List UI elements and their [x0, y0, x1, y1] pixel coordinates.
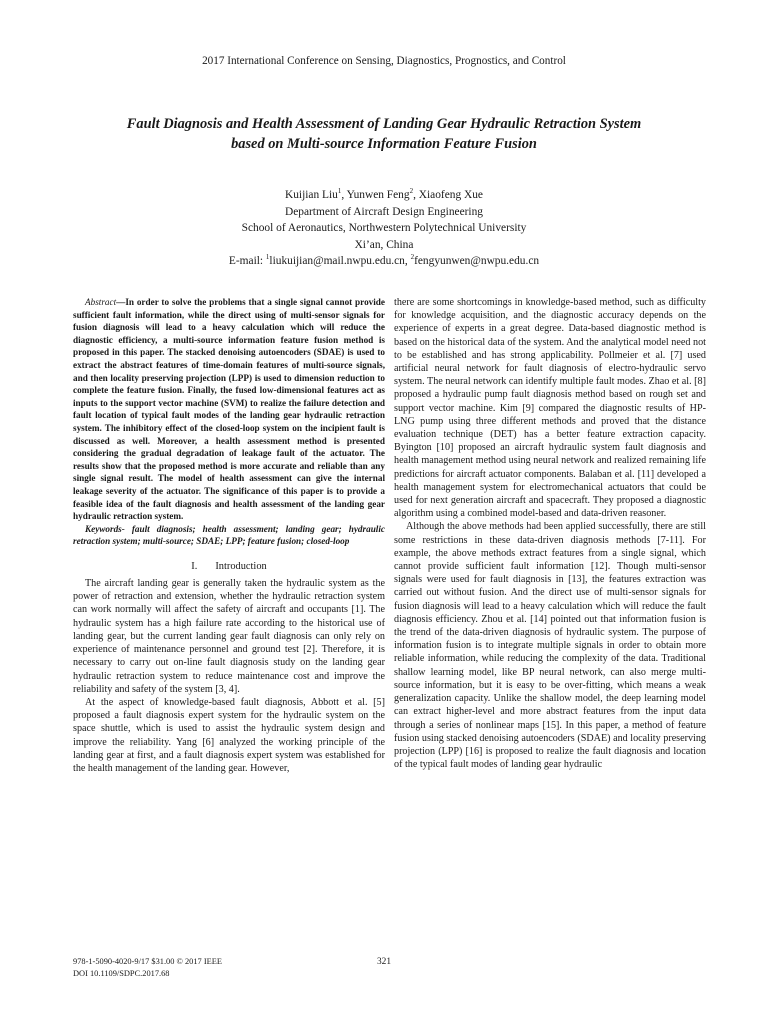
- email-prefix: E-mail:: [228, 255, 266, 267]
- affiliation-department: Department of Aircraft Design Engineering: [284, 205, 483, 218]
- abstract-text: In order to solve the problems that a single signal cannot provide sufficient fault information, while the direct using of multi-sensor signals for fusion diagnosis will lead to a heavy calculation which will reduce the diagnostic efficiency, a multi-source information feature fusion method is proposed in this paper. The stacked denoising autoencoders (SDAE) is used to extract the abstract features of time-domain features of multi-source signals, and then locality preserving projection (LPP) is used to dimension reduction to complete the feature fusion. Finally, the fused low-dimensional features act as inputs to the support vector machine (SVM) to realize the failure detection and fault location of typical fault modes of the landing gear hydraulic retraction system. The inhibitory effect of the closed-loop system on the incipient fault is discussed as well. Moreover, a health assessment method is presented considering the gradual degradation of leakage fault of the actuator. The results show that the proposed method is more accurate and reliable than any single signal result. The model of health assessment can give the internal leakage severity of the actuator. The significance of this paper is to provide a feasible idea of the fault diagnosis and health assessment of the landing gear hydraulic retraction system.: [73, 297, 385, 522]
- left-column: [73, 296, 385, 775]
- footer-doi: DOI 10.1109/SDPC.2017.68: [73, 969, 170, 978]
- author-name: Kuijian Liu: [284, 189, 338, 201]
- author-emails: [0, 253, 768, 270]
- author-separator: ,: [413, 189, 419, 201]
- keywords-paragraph: Keywords- fault diagnosis; health assessment; landing gear; hydraulic retraction system; multi-source; SDAE; LPP; feature fusion; closed-loop: [73, 523, 385, 547]
- paper-title-line2: based on Multi-source Information Feature Fusion: [231, 136, 537, 152]
- body-paragraph: there are some shortcomings in knowledge-based method, such as difficulty for knowledge acquisition, and the diagnostic accuracy depends on the experience of experts in a great degree. Data-based diagnostic method is based on the historical data of the system. And the analytical model need not to be established and has strong applicability. Pollmeier et al. [7] used artificial neural network for fault diagnosis of electro-hydraulic servo system. The neural network can identify multiple fault modes. Zhao et al. [8] proposed a hydraulic pump fault diagnosis method based on rough set and support vector machine. Kim [9] compared the diagnostic results of HP-LNG pump using three different methods and proved that the distance evaluation technique (DET) has a better feature extraction capacity. Byington [10] proposed an aircraft hydraulic system fault diagnosis and health management method using neural network and realized remaining life predictions for aircraft actuator components. Balaban et al. [11] developed a health management system for electromechanical actuators that could be used for next generation aircraft and spacecraft. They proposed a diagnostic algorithm using a combined model-based and data-driven reasoner.: [394, 297, 706, 520]
- paper-title: [40, 114, 728, 154]
- page-number: 321: [376, 957, 392, 967]
- affiliation-school: School of Aeronautics, Northwestern Polytechnical University: [241, 222, 527, 234]
- email-link[interactable]: fengyunwen@nwpu.edu.cn: [414, 255, 540, 267]
- body-paragraph: The aircraft landing gear is generally taken the hydraulic system as the power of retraction and extension, whether the hydraulic retraction system can work normally will affect the safety of aircraft and occupants [1]. The hydraulic system has a high failure rate according to the historical use of landing gear, but the current landing gear fault diagnosis can only rely on experience of maintenance personnel and ground test [2]. Therefore, it is necessary to carry out on-line fault diagnosis study on the landing gear hydraulic retraction system to reduce maintenance cost and improve the reliability and safety of the system [3, 4].: [73, 578, 385, 695]
- abstract-paragraph: [73, 296, 385, 523]
- abstract-dash: —: [116, 297, 126, 307]
- footer-isbn: 978-1-5090-4020-9/17 $31.00 © 2017 IEEE: [73, 957, 222, 966]
- section-heading: [73, 560, 385, 573]
- author-names: [0, 187, 768, 204]
- abstract-label: Abstract: [85, 297, 117, 307]
- section-title: Introduction: [215, 560, 267, 572]
- right-column: [394, 296, 706, 771]
- author-superscript: 2: [409, 187, 414, 196]
- author-superscript: 1: [337, 187, 342, 196]
- paper-title-line1: Fault Diagnosis and Health Assessment of Landing Gear Hydraulic Retraction System: [126, 116, 642, 132]
- author-name: Yunwen Feng: [346, 189, 410, 201]
- email-superscript: 2: [410, 253, 415, 262]
- email-separator: ,: [404, 255, 411, 267]
- author-separator: ,: [341, 189, 347, 201]
- body-paragraph: Although the above methods had been applied successfully, there are still some restrictions in these data-driven diagnosis methods [7-11]. For example, the above methods extract features from a single signal, which cannot provide sufficient fault information [12]. Though multi-sensor signals were used for fault diagnosis in [13], the features extraction was carried out without fusion. And the direct use of multi-sensor signals for fusion diagnosis will lead to a heavy calculation which will reduce the fault diagnosis efficiency. Zhou et al. [14] pointed out that information fusion is the trend of the data-driven diagnosis of hydraulic system. The purpose of information fusion is to integrate multiple signals in order to obtain more reliable information, while reducing the complexity of the data. Traditional shallow learning model, like BP neural network, can also merge multi-source information, but it is easy to be over-fitting, which means a weak generalization capacity. Unlike the shallow model, the deep learning model can extract higher-level and more abstract features from the input data through a series of nonlinear maps [15]. In this paper, a method of feature fusion using stacked denoising autoencoders (SDAE) and locality preserving projection (LPP) [16] is proposed to realize the fault diagnosis and location of the typical fault modes of landing gear hydraulic: [394, 521, 706, 771]
- conference-header: 2017 International Conference on Sensing, Diagnostics, Prognostics, and Control: [202, 55, 566, 67]
- author-name: Xiaofeng Xue: [418, 189, 483, 201]
- section-number: I.: [191, 560, 198, 572]
- body-paragraph: At the aspect of knowledge-based fault diagnosis, Abbott et al. [5] proposed a fault diagnosis expert system for the hydraulic system on the space shuttle, which is used to assist the hydraulic system design and improve the reliability. Yang [6] analyzed the working principle of the landing gear at first, and a fault diagnosis expert system was established for the health management of the landing gear. However,: [73, 696, 385, 774]
- email-superscript: 1: [265, 253, 270, 262]
- affiliation-city: Xi’an, China: [354, 238, 414, 251]
- email-link[interactable]: liukuijian@mail.nwpu.edu.cn: [269, 255, 405, 267]
- author-block: [0, 187, 768, 270]
